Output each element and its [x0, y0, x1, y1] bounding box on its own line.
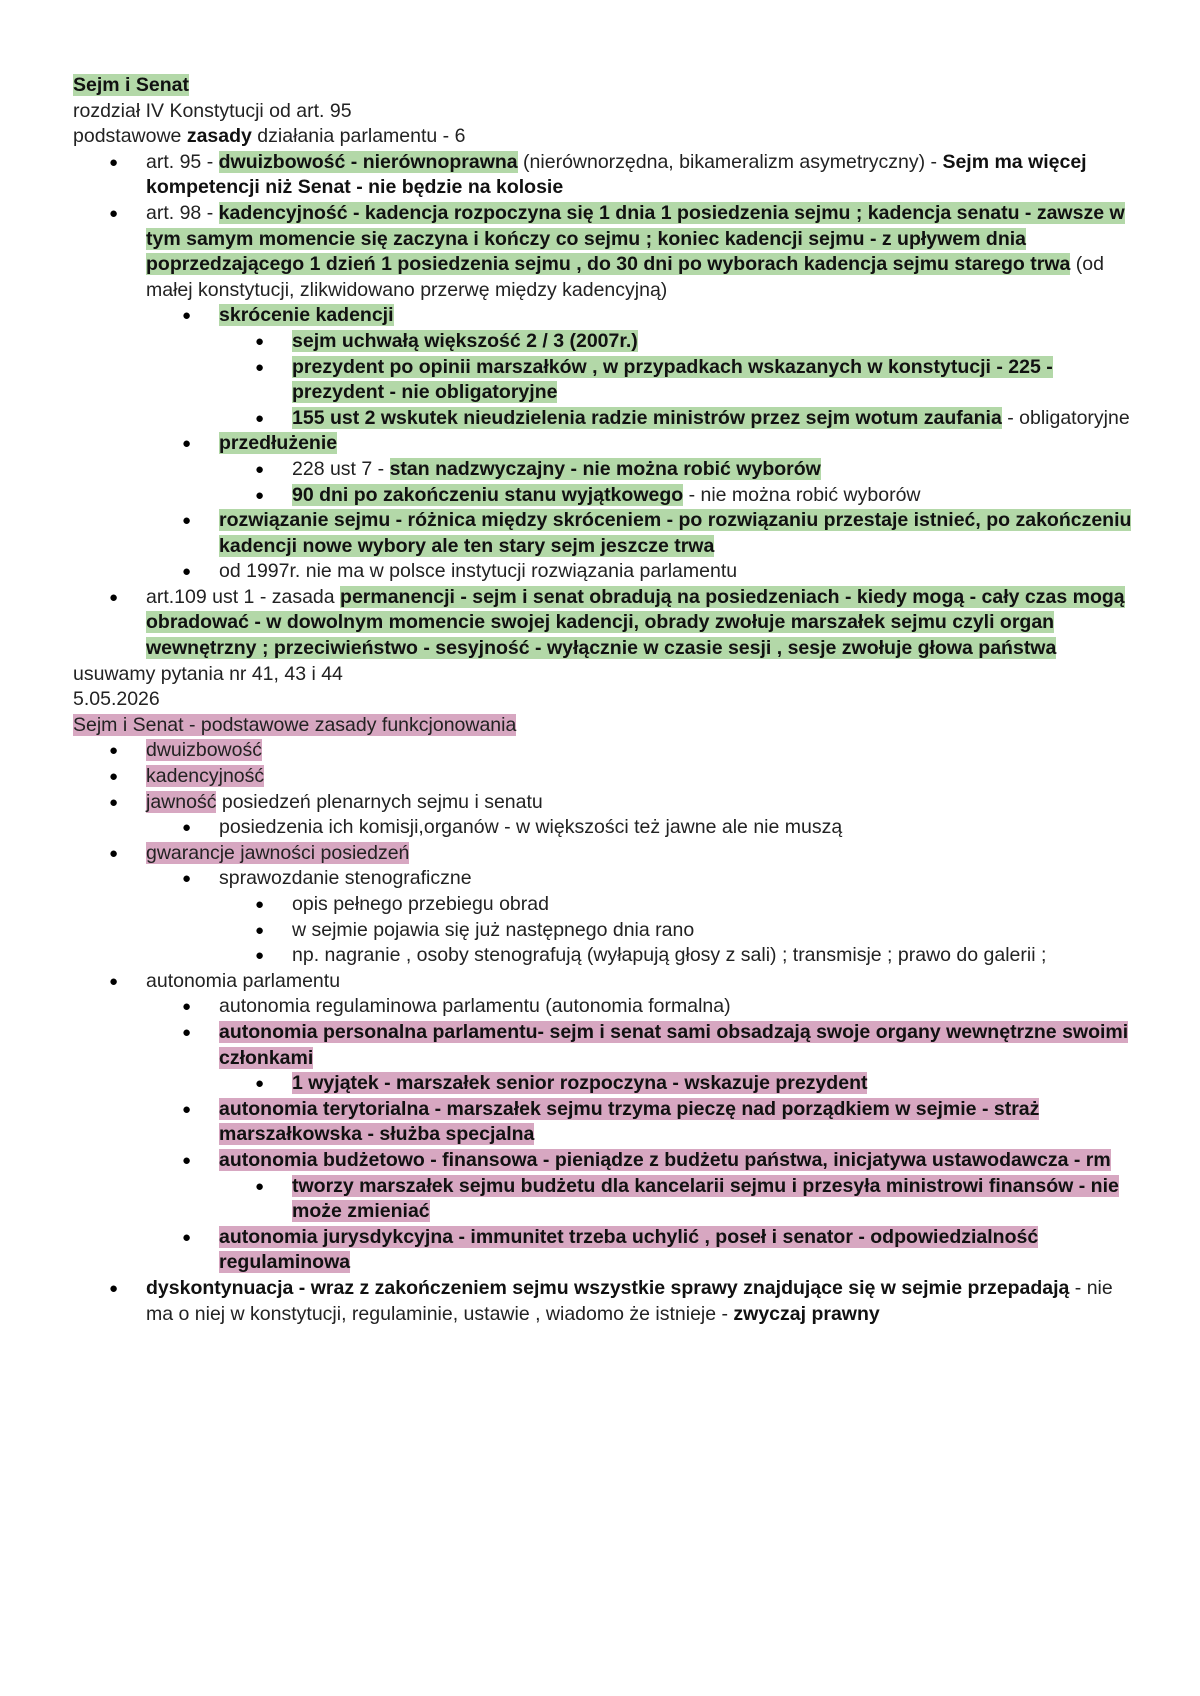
bullet-icon: ●	[109, 204, 119, 222]
bullet-icon: ●	[182, 563, 192, 581]
list-item-autonomia-sub	[73, 994, 1133, 1276]
section-title: Sejm i Senat	[73, 74, 189, 96]
principles-list	[73, 150, 1133, 662]
bullet-icon: ●	[255, 358, 265, 376]
section-2-title: Sejm i Senat - podstawowe zasady funkcjonowania	[73, 713, 517, 736]
list-item-tworzy: ● tworzy marszałek sejmu budżetu dla kancelarii sejmu i przesyła ministrowi finansów - nie może zmieniać	[255, 1174, 1119, 1223]
list-item-sprawozdanie: ● sprawozdanie stenograficzne	[73, 866, 1133, 892]
bullet-icon: ●	[109, 153, 119, 171]
list-item-autonomia: ● autonomia parlamentu	[73, 969, 1133, 995]
list-item-skrocenie-2: ● prezydent po opinii marszałków , w przypadkach wskazanych w konstytucji - 225 - prezydent - nie obligatoryjne	[255, 355, 1053, 404]
bullet-icon: ●	[182, 1228, 192, 1246]
bullet-icon: ●	[182, 1100, 192, 1118]
bullet-icon: ●	[182, 819, 192, 837]
list-item-kadencyjnosc: ● kadencyjność	[73, 764, 1133, 790]
bullet-icon: ●	[109, 793, 119, 811]
bullet-icon: ●	[255, 486, 265, 504]
list-item-skrocenie-kadencji: ● skrócenie kadencji	[73, 303, 1133, 329]
list-item-personalna: ● autonomia personalna parlamentu- sejm i senat sami obsadzają swoje organy wewnętrzne swoimi członkami	[182, 1020, 1129, 1069]
principles-intro: podstawowe zasady działania parlamentu - 6	[73, 125, 466, 148]
list-item-budzetowa: ● autonomia budżetowo - finansowa - pieniądze z budżetu państwa, inicjatywa ustawodawcza - rm	[73, 1148, 1133, 1174]
list-item-przedluzenie: ● przedłużenie	[73, 431, 1133, 457]
list-item-dwuizbowosc: ● dwuizbowość	[73, 738, 1133, 764]
list-item-posiedzenia: ● posiedzenia ich komisji,organów - w większości też jawne ale nie muszą	[73, 815, 1133, 841]
list-item-skrocenie-3: ● 155 ust 2 wskutek nieudzielenia radzie ministrów przez sejm wotum zaufania - obligatoryjne	[73, 406, 1133, 432]
list-item-regulaminowa: ● autonomia regulaminowa parlamentu (autonomia formalna)	[73, 994, 1133, 1020]
list-item-terytorialna: ● autonomia terytorialna - marszałek sejmu trzyma pieczę nad porządkiem w sejmie - straż marszałkowska - służba specjalna	[182, 1097, 1040, 1146]
list-item-art109: ● art.109 ust 1 - zasada permanencji - sejm i senat obradują na posiedzeniach - kiedy mogą - cały czas mogą obradować - w dowolnym momencie swojej kadencji, obrady zwołuje marszałek sejmu czyli organ wewnętrzny ; przeciwieństwo - sesyjność - wyłącznie w czasie sesji , sesje zwołuje głowa państwa	[109, 585, 1125, 660]
bullet-icon: ●	[109, 742, 119, 760]
list-item-jawnosc: ● jawność posiedzeń plenarnych sejmu i senatu	[73, 790, 1133, 816]
bullet-icon: ●	[255, 332, 265, 350]
list-item-art95: ● art. 95 - dwuizbowość - nierównoprawna (nierównorzędna, bikameralizm asymetryczny) - Sejm ma więcej kompetencji niż Senat - nie będzie na kolosie	[109, 150, 1087, 199]
list-item-jawnosc-sub	[73, 815, 1133, 841]
list-item-wyjatek: ● 1 wyjątek - marszałek senior rozpoczyna - wskazuje prezydent	[73, 1071, 1133, 1097]
removed-questions-note: usuwamy pytania nr 41, 43 i 44	[73, 662, 343, 685]
list-item-rozwiazanie: ● rozwiązanie sejmu - różnica między skróceniem - po rozwiązaniu przestaje istnieć, po zakończeniu kadencji nowe wybory ale ten stary sejm jeszcze trwa	[182, 509, 1132, 557]
list-item-opis: ● opis pełnego przebiegu obrad	[73, 892, 1133, 918]
bullet-icon: ●	[182, 1023, 192, 1041]
bullet-icon: ●	[109, 844, 119, 862]
bullet-icon: ●	[182, 998, 192, 1016]
chapter-reference: rozdział IV Konstytucji od art. 95	[73, 99, 352, 122]
bullet-icon: ●	[255, 921, 265, 939]
list-item-art98: ● art. 98 - kadencyjność - kadencja rozpoczyna się 1 dnia 1 posiedzenia sejmu ; kadencja senatu - zawsze w tym samym momencie się zaczyna i kończy co sejmu ; koniec kadencji sejmu - z upływem dnia poprzedzającego 1 dzień 1 posiedzenia sejmu , do 30 dni po wyborach kadencja sejmu starego trwa (od małej konstytucji, zlikwidowano przerwę między kadencyjną)	[109, 201, 1125, 301]
bullet-icon: ●	[182, 1151, 192, 1169]
list-item-od1997: ● od 1997r. nie ma w polsce instytucji rozwiązania parlamentu	[73, 559, 1133, 585]
bullet-icon: ●	[109, 588, 119, 606]
list-item-jurysdykcyjna: ● autonomia jurysdykcyjna - immunitet trzeba uchylić , poseł i senator - odpowiedzialność regulaminowa	[182, 1225, 1039, 1274]
bullet-icon: ●	[182, 870, 192, 888]
date: 5.05.2026	[73, 688, 160, 711]
bullet-icon: ●	[255, 409, 265, 427]
bullet-icon: ●	[109, 972, 119, 990]
bullet-icon: ●	[255, 460, 265, 478]
list-item-gwarancje: ● gwarancje jawności posiedzeń	[73, 841, 1133, 867]
list-item-przedluzenie-2: ● 90 dni po zakończeniu stanu wyjątkowego - nie można robić wyborów	[73, 483, 1133, 509]
list-item-skrocenie-1: ● sejm uchwałą większość 2 / 3 (2007r.)	[73, 329, 1133, 355]
bullet-icon: ●	[255, 1177, 265, 1195]
document-page	[73, 73, 1133, 1327]
bullet-icon: ●	[109, 768, 119, 786]
bullet-icon: ●	[109, 1279, 119, 1297]
bullet-icon: ●	[182, 307, 192, 325]
bullet-icon: ●	[255, 947, 265, 965]
bullet-icon: ●	[182, 512, 192, 530]
bullet-icon: ●	[255, 896, 265, 913]
list-item-wsejmie: ● w sejmie pojawia się już następnego dnia rano	[73, 918, 1133, 944]
functioning-principles-list	[73, 738, 1133, 1327]
list-item-skrocenie	[73, 303, 1133, 585]
bullet-icon: ●	[255, 1075, 265, 1093]
list-item-dyskontynuacja: ● dyskontynuacja - wraz z zakończeniem sejmu wszystkie sprawy znajdujące się w sejmie przepadają - nie ma o niej w konstytucji, regulaminie, ustawie , wiadomo że istnieje - zwyczaj prawny	[109, 1276, 1113, 1325]
bullet-icon: ●	[182, 435, 192, 453]
list-item-przedluzenie-1: ● 228 ust 7 - stan nadzwyczajny - nie można robić wyborów	[73, 457, 1133, 483]
list-item-gwarancje-sub	[73, 866, 1133, 968]
list-item-np: ● np. nagranie , osoby stenografują (wyłapują głosy z sali) ; transmisje ; prawo do galerii ;	[73, 943, 1133, 969]
